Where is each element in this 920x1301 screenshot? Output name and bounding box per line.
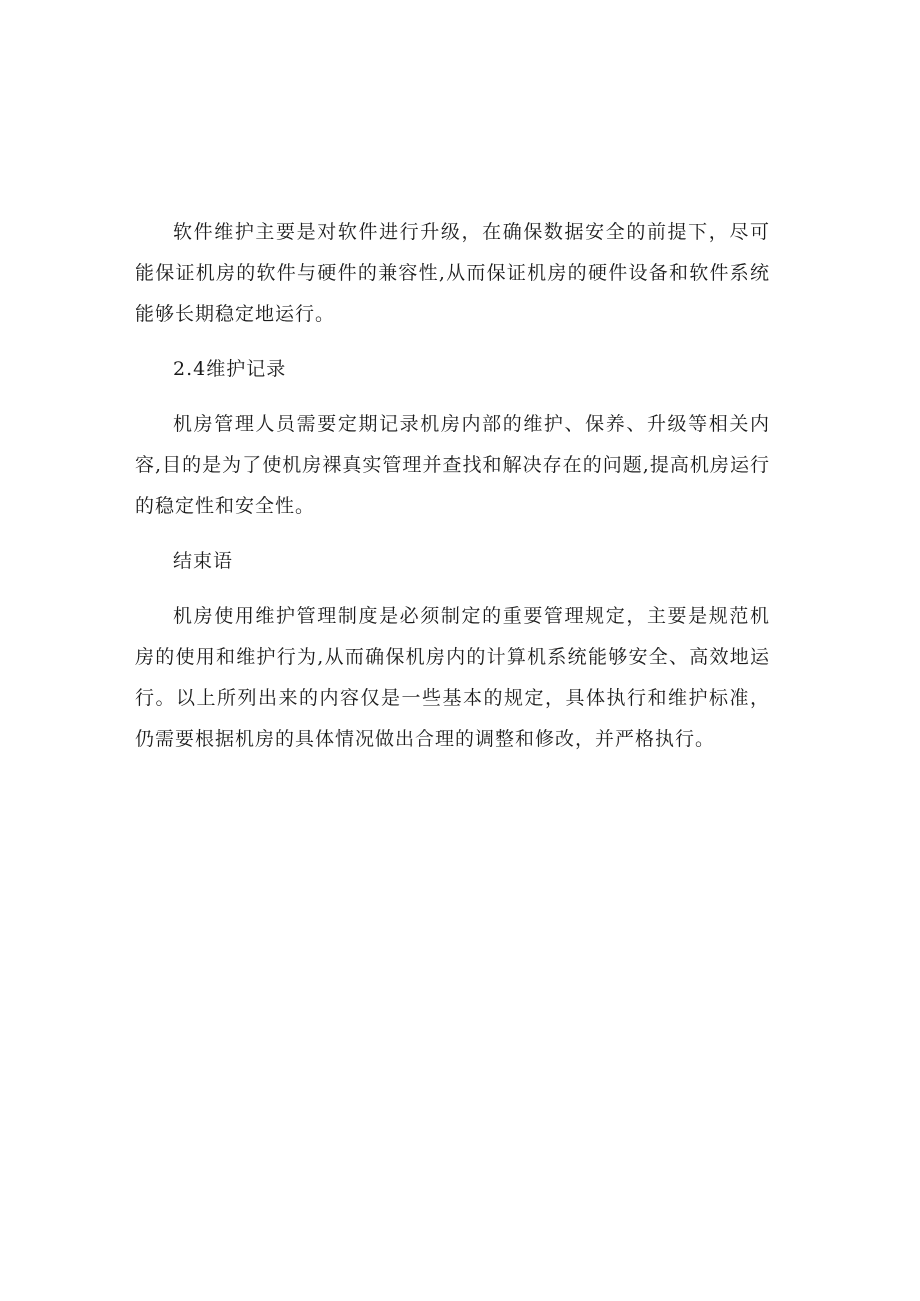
spacer (135, 582, 770, 596)
spacer (135, 527, 770, 541)
section-heading-maintenance-records: 2.4维护记录 (173, 358, 287, 380)
section-heading-conclusion: 结束语 (173, 550, 234, 572)
paragraph-software-maintenance: 软件维护主要是对软件进行升级，在确保数据安全的前提下，尽可能保证机房的软件与硬件的兼容性,从而保证机房的硬件设备和软件系统能够长期稳定地运行。 (135, 221, 770, 325)
document-body (135, 212, 770, 760)
spacer (135, 335, 770, 349)
paragraph-maintenance-records: 机房管理人员需要定期记录机房内部的维护、保养、升级等相关内容,目的是为了使机房裸真实管理并查找和解决存在的问题,提高机房运行的稳定性和安全性。 (135, 413, 770, 517)
paragraph-conclusion: 机房使用维护管理制度是必须制定的重要管理规定，主要是规范机房的使用和维护行为,从而确保机房内的计算机系统能够安全、高效地运行。以上所列出来的内容仅是一些基本的规定，具体执行和维护标准，仍需要根据机房的具体情况做出合理的调整和修改，并严格执行。 (135, 605, 770, 750)
spacer (135, 390, 770, 404)
